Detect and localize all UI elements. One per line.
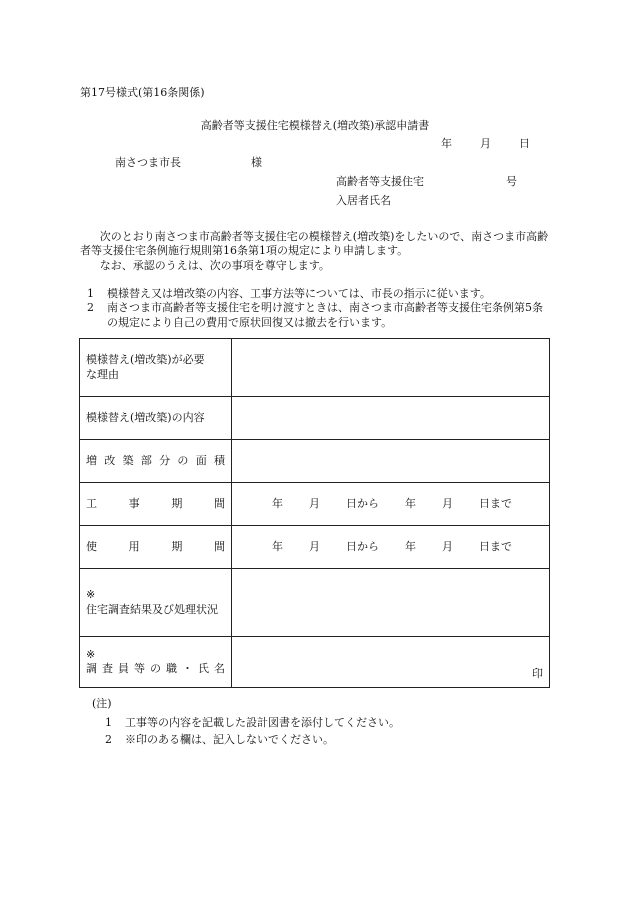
conditions-list [87, 287, 552, 330]
table-row [80, 569, 550, 637]
content-label: 模様替え(増改築)の内容 [80, 397, 232, 440]
condition-number: 1 [87, 287, 94, 300]
usage-period-label: 使 用 期 間 [80, 526, 232, 569]
form-title: 高齢者等支援住宅模様替え(増改築)承認申請書 [200, 119, 430, 132]
survey-result-label: ※ 住宅調査結果及び処理状況 [80, 569, 232, 637]
usage-period-field[interactable]: 年 月 日から 年 月 日まで [232, 526, 550, 569]
housing-label: 高齢者等支援住宅 [336, 175, 424, 188]
date-month: 月 [480, 137, 491, 150]
content-field[interactable] [232, 397, 550, 440]
table-row [80, 440, 550, 483]
applicant-housing [336, 175, 517, 189]
inspector-field [232, 637, 550, 688]
notes-list [105, 716, 400, 751]
table-row [80, 526, 550, 569]
date-line [441, 137, 530, 151]
application-table [79, 338, 550, 688]
addressee [115, 156, 262, 170]
condition-item [87, 301, 552, 330]
note-item: 2 ※印のある欄は、記入しないでください。 [105, 733, 334, 747]
body-paragraph-1: 次のとおり南さつま市高齢者等支援住宅の模様替え(増改築)をしたいので、南さつま市高齢者等支援住宅条例施行規則第16条第1項の規定により申請します。 [80, 230, 549, 258]
reason-label: 模様替え(増改築)が必要 な理由 [80, 339, 232, 397]
notes-heading: (注) [92, 697, 112, 710]
addressee-honorific: 様 [251, 156, 262, 169]
condition-text: 模様替え又は増改築の内容、工事方法等については、市長の指示に従います。 [107, 287, 491, 300]
form-number: 第17号様式(第16条関係) [80, 86, 205, 99]
table-row [80, 637, 550, 688]
date-year: 年 [441, 137, 452, 150]
survey-result-field [232, 569, 550, 637]
inspector-label: ※ 調 査 員 等 の 職 ・ 氏 名 [80, 637, 232, 688]
housing-number-suffix: 号 [506, 175, 517, 188]
table-row [80, 339, 550, 397]
asterisk-mark: ※ [86, 647, 96, 661]
asterisk-mark: ※ [86, 588, 96, 602]
resident-name-label: 入居者氏名 [336, 194, 391, 207]
date-day: 日 [519, 137, 530, 150]
table-row [80, 397, 550, 440]
condition-number: 2 [87, 301, 94, 315]
table-row [80, 483, 550, 526]
extension-area-field[interactable] [232, 440, 550, 483]
body-paragraph-2: なお、承認のうえは、次の事項を尊守します。 [99, 258, 330, 272]
seal-mark: 印 [532, 666, 543, 680]
reason-field[interactable] [232, 339, 550, 397]
construction-period-field[interactable]: 年 月 日から 年 月 日まで [232, 483, 550, 526]
extension-area-label: 増 改 築 部 分 の 面 積 [80, 440, 232, 483]
application-body [80, 230, 550, 273]
addressee-name: 南さつま市長 [115, 156, 181, 169]
construction-period-label: 工 事 期 間 [80, 483, 232, 526]
condition-item [87, 287, 552, 301]
note-item: 1 工事等の内容を記載した設計図書を添付してください。 [105, 716, 400, 729]
condition-text: 南さつま市高齢者等支援住宅を明け渡すときは、南さつま市高齢者等支援住宅条例第5条の規定により自己の費用で原状回復又は撤去を行います。 [107, 301, 543, 329]
